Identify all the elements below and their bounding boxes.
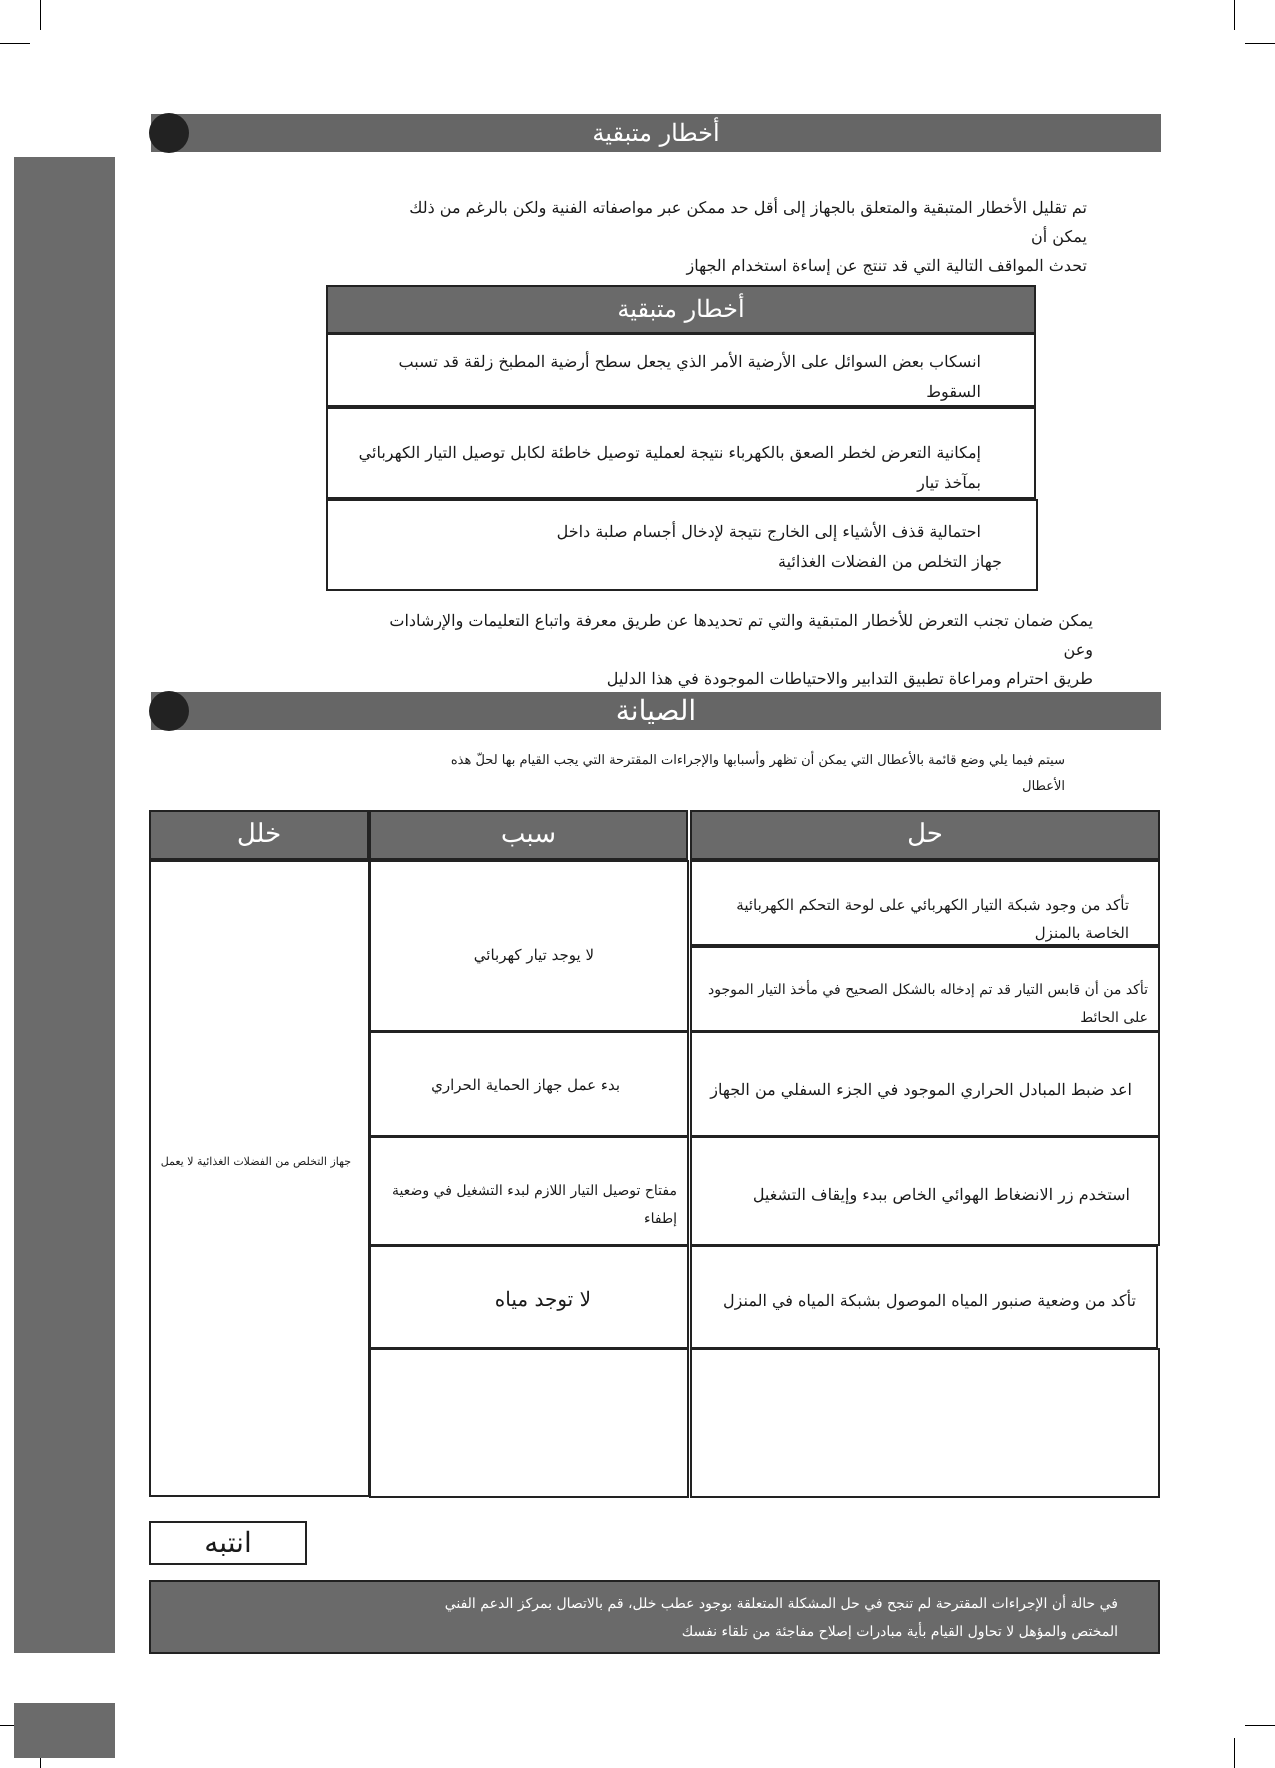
cause-text: لا يوجد تيار كهربائي: [473, 946, 594, 964]
intro-line: سيتم فيما يلي وضع قائمة بالأعطال التي يمكن أن تظهر وأسبابها والإجراءات المقترحة التي يجب القيام بها لحلّ هذه: [450, 753, 1065, 768]
column-header-solution: حل: [690, 810, 1160, 860]
hazard-line: إمكانية التعرض لخطر الصعق بالكهرباء نتيجة لعملية توصيل خاطئة لكابل توصيل التيار الكهربائي بمآخذ تيار: [358, 443, 981, 492]
section-outro: [373, 606, 1093, 693]
solution-text: تأكد من أن قابس التيار قد تم إدخاله بالشكل الصحيح في مأخذ التيار الموجود على الحائط: [708, 982, 1148, 1026]
column-header-fault: خلل: [149, 810, 369, 860]
section-title: أخطار متبقية: [592, 119, 720, 147]
intro-line: تحدث المواقف التالية التي قد تنتج عن إساءة استخدام الجهاز: [686, 256, 1087, 275]
solution-text: اعد ضبط المبادل الحراري الموجود في الجزء السفلي من الجهاز: [710, 1080, 1132, 1099]
solution-text: تأكد من وضعية صنبور المياه الموصول بشبكة المياه في المنزل: [723, 1291, 1136, 1310]
crop-mark: [40, 0, 41, 30]
crop-mark: [1245, 1725, 1275, 1726]
attention-note: [149, 1580, 1160, 1654]
section-title: الصيانة: [615, 694, 697, 727]
hazard-text: انسكاب بعض السوائل على الأرضية الأمر الذي يجعل سطح أرضية المطبخ زلقة قد تسبب السقوط: [398, 352, 981, 401]
page-side-band: [14, 157, 115, 1653]
crop-mark: [1234, 0, 1235, 30]
hazard-line: جهاز التخلص من الفضلات الغذائية: [778, 552, 1002, 571]
crop-mark: [0, 43, 30, 44]
hazards-table-header: أخطار متبقية: [326, 285, 1036, 334]
attention-text: [218, 1590, 1118, 1646]
attention-line: المختص والمؤهل لا تحاول القيام بأية مبادرات إصلاح مفاجئة من تلقاء نفسك: [681, 1624, 1118, 1640]
intro-line: تم تقليل الأخطار المتبقية والمتعلق بالجهاز إلى أقل حد ممكن عبر مواصفاته الفنية ولكن بالرغم من ذلك يمكن أن: [409, 198, 1087, 246]
page-number-box: [14, 1703, 115, 1758]
outro-line: طريق احترام ومراعاة تطبيق التدابير والاحتياطات الموجودة في هذا الدليل: [606, 669, 1093, 688]
cause-cell: [369, 1348, 689, 1498]
cause-text: لا توجد مياه: [494, 1287, 591, 1311]
hazard-text: [362, 517, 1002, 577]
section-header-maintenance: [151, 692, 1161, 730]
cause-text: بدء عمل جهاز الحماية الحراري: [431, 1076, 620, 1094]
cause-text: مفتاح توصيل التيار اللازم لبدء التشغيل في وضعية إطفاء: [391, 1183, 677, 1227]
solution-text: استخدم زر الانضغاط الهوائي الخاص ببدء وإيقاف التشغيل: [752, 1185, 1130, 1204]
fault-text: جهاز التخلص من الفضلات الغذائية لا يعمل: [160, 1155, 351, 1168]
outro-line: يمكن ضمان تجنب التعرض للأخطار المتبقية والتي تم تحديدها عن طريق معرفة واتباع التعليمات والإرشادات وعن: [389, 611, 1093, 659]
crop-mark: [1245, 43, 1275, 44]
crop-mark: [1234, 1738, 1235, 1768]
attention-line: في حالة أن الإجراءات المقترحة لم تنجح في حل المشكلة المتعلقة بوجود عطب خلل، قم بالاتصال بمركز الدعم الفني: [444, 1596, 1118, 1612]
solution-text: تأكد من وجود شبكة التيار الكهربائي على لوحة التحكم الكهربائية الخاصة بالمنزل: [736, 896, 1129, 942]
attention-label: انتبه: [149, 1521, 307, 1565]
section-header-residual-risks: [151, 114, 1161, 152]
column-header-cause: سبب: [369, 810, 688, 860]
hazard-line: احتمالية قذف الأشياء إلى الخارج نتيجة لإدخال أجسام صلبة داخل: [556, 522, 981, 541]
solution-cell: [690, 1348, 1160, 1498]
section-intro: [365, 748, 1065, 800]
intro-line: الأعطال: [1022, 779, 1065, 794]
section-intro: [387, 193, 1087, 280]
